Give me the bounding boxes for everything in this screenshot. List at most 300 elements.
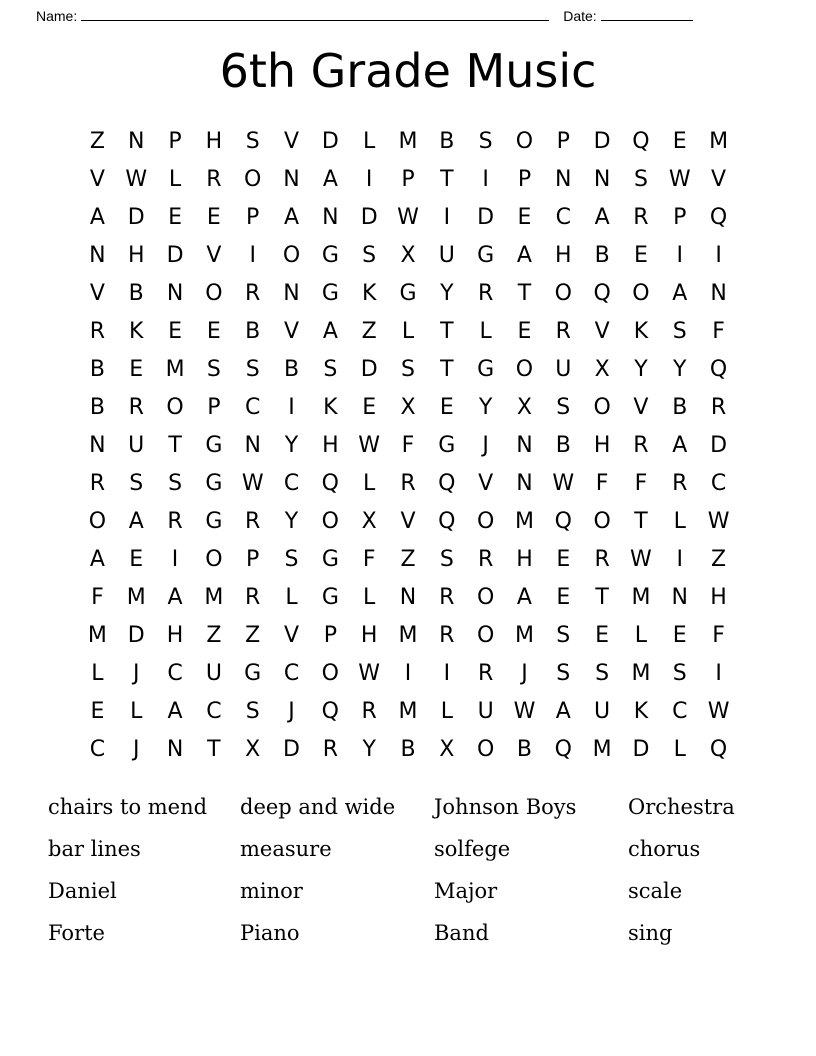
grid-letter: J — [288, 698, 295, 724]
grid-letter: C — [89, 736, 106, 762]
grid-letter: K — [323, 394, 338, 420]
grid-letter: X — [400, 242, 416, 268]
grid-letter: P — [246, 204, 260, 230]
grid-letter: L — [401, 318, 415, 344]
grid-letter: G — [477, 356, 495, 382]
grid-letter: J — [132, 660, 140, 686]
grid-letter: N — [127, 128, 145, 154]
grid-letter: M — [398, 128, 418, 154]
grid-letter: R — [477, 546, 494, 572]
grid-letter: P — [517, 166, 532, 192]
grid-letter: N — [710, 280, 727, 306]
grid-letter: L — [363, 470, 376, 496]
grid-letter: Y — [362, 736, 376, 762]
grid-letter: N — [399, 584, 417, 610]
grid-letter: M — [592, 736, 612, 762]
grid-letter: K — [361, 280, 377, 306]
grid-letter: R — [477, 660, 494, 686]
grid-letter: E — [595, 622, 610, 648]
grid-letter: I — [715, 660, 722, 686]
grid-letter: A — [322, 166, 338, 192]
grid-letter: W — [358, 660, 381, 686]
grid-letter: G — [205, 432, 223, 458]
grid-letter: E — [362, 394, 377, 420]
grid-letter: N — [166, 280, 184, 306]
grid-letter: T — [634, 508, 648, 534]
grid-letter: I — [288, 394, 295, 420]
grid-letter: E — [168, 204, 182, 230]
grid-letter: K — [633, 698, 649, 724]
grid-letter: L — [285, 584, 298, 610]
grid-letter: I — [482, 166, 489, 192]
grid-letter: G — [244, 660, 262, 686]
grid-letter: S — [478, 128, 493, 154]
grid-letter: N — [671, 584, 688, 610]
grid-letter: G — [321, 242, 339, 268]
grid-letter: R — [477, 280, 494, 306]
grid-letter: I — [365, 166, 373, 192]
grid-letter: Q — [709, 736, 728, 762]
word-list-item: Forte — [48, 920, 105, 945]
grid-letter: U — [205, 660, 222, 686]
grid-letter: L — [91, 660, 104, 686]
grid-letter: T — [440, 166, 454, 192]
grid-letter: Q — [438, 508, 456, 534]
grid-letter: B — [594, 242, 610, 268]
word-list-item: Johnson Boys — [434, 794, 577, 819]
grid-letter: L — [130, 698, 143, 724]
grid-letter: S — [401, 356, 415, 382]
grid-letter: S — [362, 242, 377, 268]
grid-letter: H — [360, 622, 378, 648]
grid-letter: L — [673, 736, 686, 762]
grid-letter: T — [517, 280, 532, 306]
grid-letter: I — [443, 204, 451, 230]
grid-letter: O — [515, 356, 534, 382]
word-list-item: minor — [240, 878, 303, 903]
grid-letter: C — [283, 660, 300, 686]
grid-letter: Z — [89, 128, 105, 154]
grid-letter: R — [245, 508, 261, 534]
grid-letter: S — [672, 318, 687, 344]
page-title: 6th Grade Music — [219, 44, 597, 98]
grid-letter: C — [167, 660, 183, 686]
grid-letter: N — [322, 204, 339, 230]
grid-letter: O — [476, 622, 495, 648]
grid-letter: B — [555, 432, 571, 458]
grid-letter: A — [555, 698, 571, 724]
grid-letter: U — [438, 242, 455, 268]
grid-letter: D — [127, 622, 145, 648]
grid-letter: E — [672, 128, 687, 154]
grid-letter: B — [439, 128, 455, 154]
grid-letter: M — [165, 356, 185, 382]
grid-letter: H — [127, 242, 145, 268]
grid-letter: I — [404, 660, 412, 686]
grid-letter: I — [676, 546, 683, 572]
grid-letter: S — [633, 166, 648, 192]
grid-letter: X — [245, 736, 261, 762]
grid-letter: A — [167, 584, 183, 610]
grid-letter: E — [556, 584, 571, 610]
grid-letter: C — [555, 204, 571, 230]
grid-letter: O — [593, 508, 611, 534]
grid-letter: Z — [206, 622, 222, 648]
grid-letter: D — [632, 736, 650, 762]
grid-letter: E — [206, 204, 221, 230]
grid-letter: O — [476, 584, 495, 610]
grid-letter: F — [362, 546, 376, 572]
grid-letter: O — [593, 394, 611, 420]
grid-letter: D — [283, 736, 300, 762]
grid-letter: Z — [400, 546, 416, 572]
grid-letter: E — [168, 318, 182, 344]
grid-letter: C — [206, 698, 222, 724]
grid-letter: D — [166, 242, 184, 268]
grid-letter: B — [400, 736, 416, 762]
grid-letter: F — [712, 318, 725, 344]
grid-letter: S — [556, 394, 571, 420]
grid-letter: U — [555, 356, 572, 382]
header-fields — [36, 8, 780, 24]
grid-letter: E — [517, 318, 532, 344]
grid-letter: B — [245, 318, 261, 344]
grid-letter: R — [128, 394, 144, 420]
grid-letter: I — [676, 242, 683, 268]
grid-letter: Y — [478, 394, 493, 420]
grid-letter: O — [321, 508, 339, 534]
grid-letter: Q — [554, 508, 572, 534]
grid-letter: X — [361, 508, 377, 534]
grid-letter: J — [132, 736, 140, 762]
grid-letter: S — [245, 356, 260, 382]
grid-letter: V — [89, 280, 105, 306]
grid-letter: H — [322, 432, 339, 458]
name-input-line[interactable] — [81, 8, 549, 21]
grid-letter: K — [633, 318, 649, 344]
grid-letter: H — [593, 432, 611, 458]
word-search-grid — [78, 123, 738, 769]
grid-letter: G — [321, 280, 339, 306]
grid-letter: S — [556, 622, 571, 648]
grid-letter: C — [245, 394, 261, 420]
word-list-item: Orchestra — [628, 794, 735, 819]
grid-letter: G — [205, 508, 223, 534]
word-list — [46, 795, 786, 945]
grid-letter: D — [127, 204, 145, 230]
grid-letter: S — [556, 660, 571, 686]
name-label: Name: — [36, 8, 78, 24]
grid-letter: R — [89, 318, 106, 344]
grid-letter: Q — [438, 470, 456, 496]
grid-letter: O — [476, 508, 495, 534]
grid-letter: V — [283, 128, 300, 154]
grid-letter: T — [440, 356, 454, 382]
grid-letter: H — [205, 128, 223, 154]
grid-letter: O — [166, 394, 184, 420]
grid-letter: E — [129, 546, 144, 572]
grid-letter: B — [89, 356, 105, 382]
grid-letter: O — [205, 280, 223, 306]
grid-letter: C — [672, 698, 688, 724]
grid-letter: R — [439, 584, 455, 610]
grid-letter: Z — [245, 622, 261, 648]
grid-letter: A — [128, 508, 144, 534]
grid-letter: V — [283, 318, 300, 344]
word-list-item: Major — [434, 878, 498, 903]
word-list-item: chorus — [628, 836, 701, 861]
grid-letter: M — [204, 584, 224, 610]
grid-letter: D — [710, 432, 728, 458]
grid-letter: T — [207, 736, 221, 762]
grid-letter: F — [712, 622, 725, 648]
grid-letter: E — [206, 318, 221, 344]
grid-letter: Q — [709, 356, 728, 382]
grid-letter: P — [168, 128, 182, 154]
grid-letter: R — [245, 280, 261, 306]
grid-letter: L — [673, 508, 686, 534]
grid-letter: W — [358, 432, 381, 458]
grid-letter: W — [668, 166, 691, 192]
grid-letter: E — [556, 546, 571, 572]
grid-letter: U — [128, 432, 145, 458]
grid-letter: B — [128, 280, 144, 306]
grid-letter: U — [594, 698, 611, 724]
grid-letter: F — [595, 470, 609, 496]
grid-letter: T — [168, 432, 182, 458]
grid-letter: W — [241, 470, 264, 496]
grid-letter: D — [593, 128, 611, 154]
grid-letter: G — [321, 584, 339, 610]
word-list-item: Piano — [240, 920, 300, 945]
word-list-item: solfege — [434, 836, 511, 861]
grid-letter: N — [283, 280, 300, 306]
grid-letter: R — [710, 394, 727, 420]
grid-letter: Z — [361, 318, 377, 344]
grid-letter: N — [516, 470, 533, 496]
grid-letter: B — [89, 394, 105, 420]
grid-letter: V — [633, 394, 649, 420]
grid-letter: F — [91, 584, 104, 610]
word-list-item: sing — [628, 920, 673, 945]
word-list-item: Daniel — [48, 878, 117, 903]
grid-letter: R — [322, 736, 338, 762]
grid-letter: N — [89, 242, 106, 268]
grid-letter: S — [129, 470, 144, 496]
grid-letter: G — [477, 242, 495, 268]
grid-letter: S — [168, 470, 183, 496]
word-list-item: deep and wide — [240, 794, 396, 819]
grid-letter: M — [87, 622, 107, 648]
grid-letter: X — [516, 394, 532, 420]
grid-letter: T — [440, 318, 454, 344]
grid-letter: E — [129, 356, 144, 382]
grid-letter: N — [89, 432, 106, 458]
word-list-item: measure — [240, 836, 332, 861]
grid-letter: O — [244, 166, 262, 192]
grid-letter: X — [439, 736, 455, 762]
grid-letter: Q — [632, 128, 650, 154]
grid-letter: R — [167, 508, 183, 534]
word-list-item: Band — [434, 920, 489, 945]
grid-letter: G — [438, 432, 456, 458]
grid-letter: V — [594, 318, 610, 344]
grid-letter: R — [555, 318, 571, 344]
grid-letter: C — [710, 470, 727, 496]
grid-letter: S — [439, 546, 454, 572]
grid-letter: N — [283, 166, 300, 192]
grid-letter: H — [710, 584, 727, 610]
grid-letter: M — [631, 584, 651, 610]
grid-letter: I — [715, 242, 722, 268]
grid-letter: J — [521, 660, 528, 686]
grid-letter: W — [513, 698, 536, 724]
grid-letter: R — [594, 546, 610, 572]
grid-letter: O — [321, 660, 339, 686]
grid-letter: R — [245, 584, 261, 610]
grid-letter: Y — [634, 356, 648, 382]
grid-letter: A — [322, 318, 338, 344]
grid-letter: D — [321, 128, 339, 154]
grid-letter: C — [283, 470, 300, 496]
grid-letter: H — [166, 622, 184, 648]
grid-letter: A — [516, 242, 532, 268]
grid-letter: R — [400, 470, 416, 496]
grid-letter: W — [397, 204, 419, 230]
grid-letter: B — [672, 394, 688, 420]
grid-letter: E — [439, 394, 454, 420]
grid-letter: I — [249, 242, 256, 268]
grid-letter: A — [89, 546, 105, 572]
word-list-item: chairs to mend — [48, 794, 208, 819]
grid-letter: S — [245, 698, 260, 724]
grid-letter: Q — [709, 204, 728, 230]
grid-letter: P — [246, 546, 260, 572]
grid-letter: P — [556, 128, 570, 154]
grid-letter: O — [282, 242, 301, 268]
grid-letter: B — [283, 356, 300, 382]
grid-letter: G — [321, 546, 339, 572]
grid-letter: A — [167, 698, 183, 724]
grid-letter: W — [125, 166, 148, 192]
grid-letter: D — [360, 356, 378, 382]
grid-letter: M — [709, 128, 729, 154]
grid-letter: M — [514, 508, 534, 534]
grid-letter: N — [593, 166, 611, 192]
grid-letter: U — [477, 698, 494, 724]
grid-letter: R — [672, 470, 688, 496]
grid-letter: J — [482, 432, 489, 458]
grid-letter: W — [707, 698, 730, 724]
grid-letter: O — [476, 736, 495, 762]
grid-letter: L — [440, 698, 453, 724]
grid-letter: A — [672, 432, 688, 458]
grid-letter: L — [168, 166, 182, 192]
grid-letter: S — [284, 546, 299, 572]
word-list-item: bar lines — [48, 836, 141, 861]
grid-letter: Z — [711, 546, 727, 572]
grid-letter: P — [207, 394, 221, 420]
grid-letter: W — [707, 508, 730, 534]
grid-letter: M — [126, 584, 146, 610]
grid-letter: I — [171, 546, 179, 572]
grid-letter: M — [398, 622, 418, 648]
grid-letter: A — [89, 204, 105, 230]
grid-letter: R — [361, 698, 377, 724]
grid-letter: Y — [673, 356, 687, 382]
grid-letter: Q — [554, 736, 572, 762]
grid-letter: L — [363, 128, 376, 154]
grid-letter: P — [673, 204, 687, 230]
date-input-line[interactable] — [601, 8, 693, 21]
grid-letter: H — [555, 242, 572, 268]
grid-letter: N — [555, 166, 572, 192]
grid-letter: R — [633, 204, 649, 230]
grid-letter: A — [516, 584, 532, 610]
grid-letter: E — [633, 242, 648, 268]
grid-letter: I — [443, 660, 451, 686]
grid-letter: S — [595, 660, 610, 686]
grid-letter: O — [88, 508, 107, 534]
grid-letter: O — [205, 546, 223, 572]
grid-letter: A — [283, 204, 300, 230]
word-list-item: scale — [628, 878, 683, 903]
grid-letter: P — [401, 166, 415, 192]
grid-letter: V — [283, 622, 300, 648]
grid-letter: Y — [284, 432, 299, 458]
grid-letter: M — [631, 660, 651, 686]
grid-letter: E — [672, 622, 687, 648]
grid-letter: G — [399, 280, 417, 306]
grid-letter: S — [245, 128, 260, 154]
grid-letter: O — [632, 280, 650, 306]
grid-letter: V — [400, 508, 416, 534]
grid-letter: L — [479, 318, 492, 344]
grid-letter: W — [552, 470, 575, 496]
grid-letter: V — [206, 242, 222, 268]
grid-letter: Q — [321, 698, 339, 724]
grid-letter: S — [323, 356, 338, 382]
grid-letter: R — [89, 470, 106, 496]
grid-letter: X — [400, 394, 416, 420]
grid-letter: O — [515, 128, 534, 154]
grid-letter: L — [363, 584, 376, 610]
grid-letter: K — [129, 318, 144, 344]
grid-letter: M — [398, 698, 418, 724]
grid-letter: Y — [284, 508, 299, 534]
grid-letter: P — [323, 622, 337, 648]
grid-letter: X — [594, 356, 610, 382]
grid-letter: L — [634, 622, 648, 648]
grid-letter: A — [672, 280, 688, 306]
grid-letter: A — [594, 204, 610, 230]
grid-letter: N — [166, 736, 184, 762]
grid-letter: N — [244, 432, 261, 458]
date-label: Date: — [563, 8, 597, 24]
grid-letter: Y — [440, 280, 454, 306]
grid-letter: R — [633, 432, 649, 458]
grid-letter: D — [477, 204, 495, 230]
grid-letter: H — [516, 546, 533, 572]
grid-letter: Q — [593, 280, 611, 306]
grid-letter: V — [89, 166, 105, 192]
grid-letter: W — [630, 546, 652, 572]
grid-letter: E — [90, 698, 105, 724]
grid-letter: V — [478, 470, 494, 496]
grid-letter: G — [205, 470, 223, 496]
grid-letter: D — [360, 204, 378, 230]
grid-letter: R — [439, 622, 455, 648]
